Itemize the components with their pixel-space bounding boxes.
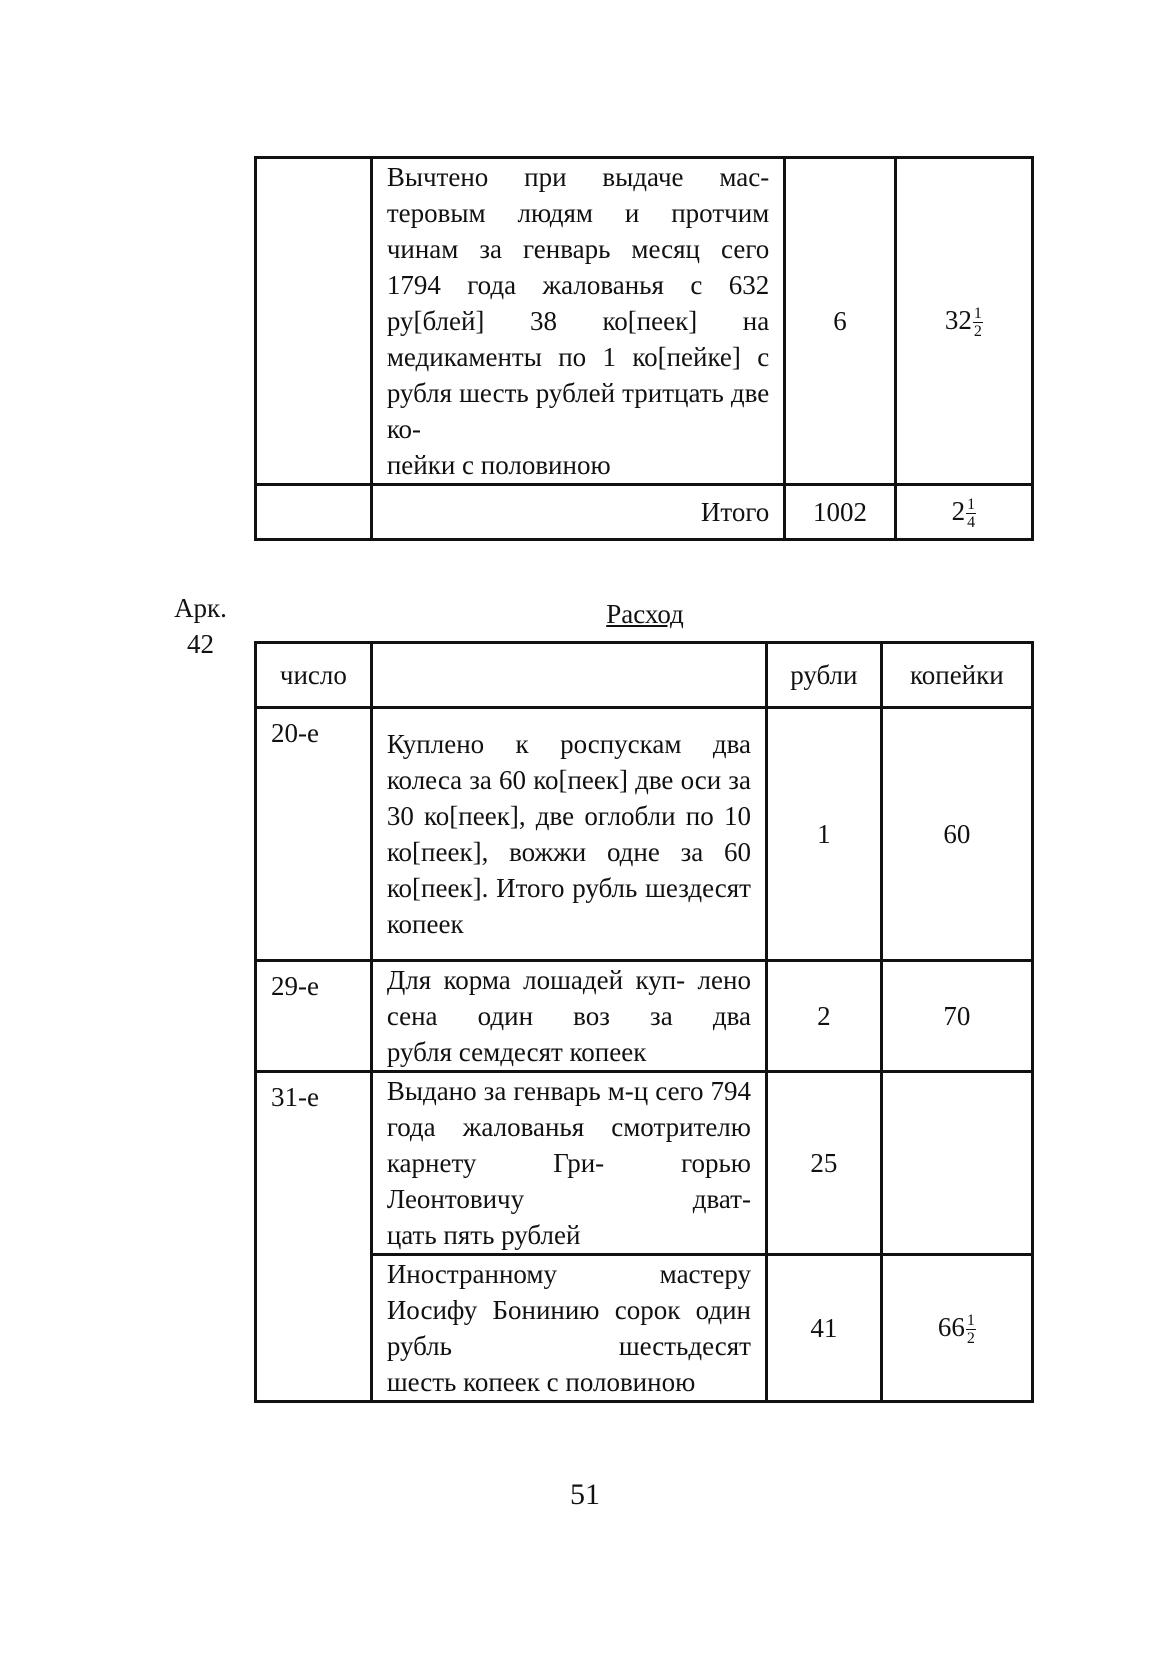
fraction-numerator: 1 — [973, 305, 982, 323]
table-row — [257, 709, 1031, 959]
expense-table — [254, 641, 1034, 1403]
text-line: копеек — [386, 909, 464, 939]
text-line: рублей тритцать две ко- — [386, 378, 770, 444]
text-line: медикаменты по 1 — [386, 342, 617, 372]
text-line: Иосифу Бонинию сорок — [386, 1295, 681, 1325]
text-line: пейки с половиною — [386, 450, 611, 480]
date-cell — [257, 486, 370, 538]
total-row — [257, 486, 1031, 538]
text-line: лено сена один воз за два — [386, 965, 751, 1031]
archive-sheet-label: Арк. — [174, 593, 227, 623]
text-line: ко[пейке] с рубля шесть — [386, 342, 770, 408]
section-heading: Расход — [606, 599, 684, 629]
fraction — [966, 496, 976, 531]
total-label: Итого — [373, 486, 783, 538]
fraction — [966, 1312, 976, 1347]
rubles-cell: 41 — [768, 1256, 880, 1400]
fraction-denominator: 2 — [966, 1330, 975, 1348]
fraction — [973, 305, 983, 340]
text-line: чинам за генварь месяц — [386, 234, 701, 264]
description-cell — [373, 709, 765, 959]
table-row — [257, 159, 1031, 483]
kopecks-whole: 66 — [937, 1311, 965, 1342]
description-cell — [373, 1073, 765, 1253]
date-cell: 20-е — [257, 709, 370, 959]
date-cell: 29-е — [257, 962, 370, 1070]
kopecks-cell: 70 — [883, 962, 1031, 1070]
table-row — [257, 1256, 1031, 1400]
rubles-cell: 25 — [768, 1073, 880, 1253]
kopecks-whole: 32 — [944, 304, 972, 335]
description-cell — [373, 159, 783, 483]
text-line: цать пять рублей — [386, 1220, 581, 1250]
income-table-continuation — [254, 156, 1034, 541]
kopecks-cell: 60 — [883, 709, 1031, 959]
kopecks-cell — [883, 1256, 1031, 1400]
text-line: рубля семдесят копеек — [386, 1037, 647, 1067]
text-line: оглобли по 10 ко[пеек], — [386, 801, 751, 867]
text-line: вожжи одне за 60 ко[пеек]. — [386, 837, 751, 903]
fraction-denominator: 4 — [967, 514, 976, 532]
kopecks-whole: 2 — [951, 495, 966, 526]
table-row — [257, 1073, 1031, 1253]
text-line: 632 ру[блей] 38 ко[пеек] на — [386, 270, 770, 336]
text-line: один рубль шестьдесят — [386, 1295, 751, 1361]
text-line: сего 794 года жалованья — [386, 1076, 751, 1142]
text-line: горью Леонтовичу дват- — [386, 1148, 751, 1214]
text-line: оси за 30 ко[пеек], две — [386, 765, 751, 831]
header-description — [373, 644, 765, 706]
rubles-cell: 2 — [768, 962, 880, 1070]
description-cell — [373, 1256, 765, 1400]
fraction-numerator: 1 — [966, 1312, 975, 1330]
date-cell — [257, 159, 370, 483]
text-line: теровым людям и протчим — [386, 198, 770, 228]
fraction-denominator: 2 — [973, 323, 982, 341]
total-kopecks — [897, 486, 1031, 538]
table-row — [257, 962, 1031, 1070]
fraction-numerator: 1 — [967, 496, 976, 514]
header-row — [257, 644, 1031, 706]
text-line: сего 1794 года жалованья с — [386, 234, 770, 300]
kopecks-cell — [897, 159, 1031, 483]
text-line: шесть копеек с половиною — [386, 1367, 696, 1397]
total-rubles: 1002 — [786, 486, 893, 538]
text-line: смотрителю карнету Гри- — [386, 1112, 751, 1178]
text-line: Куплено к роспускам два — [386, 729, 751, 759]
date-cell: 31-е — [257, 1073, 370, 1400]
description-cell — [373, 962, 765, 1070]
header-rubles: рубли — [768, 644, 880, 706]
text-line: Для корма лошадей куп- — [386, 965, 686, 995]
text-line: Иностранному мастеру — [386, 1259, 751, 1289]
kopecks-cell — [883, 1073, 1031, 1253]
text-line: Вычтено при выдаче мас- — [386, 162, 770, 192]
archive-sheet-number: 42 — [187, 629, 214, 659]
text-line: колеса за 60 ко[пеек] две — [386, 765, 674, 795]
text-line: Итого рубль шездесят — [496, 873, 751, 903]
header-date: число — [257, 644, 370, 706]
rubles-cell: 6 — [786, 159, 893, 483]
header-kopecks: копейки — [883, 644, 1031, 706]
rubles-cell: 1 — [768, 709, 880, 959]
table-open-bottom — [254, 548, 1034, 558]
page-number: 51 — [570, 1478, 600, 1511]
text-line: Выдано за генварь м-ц — [386, 1076, 649, 1106]
